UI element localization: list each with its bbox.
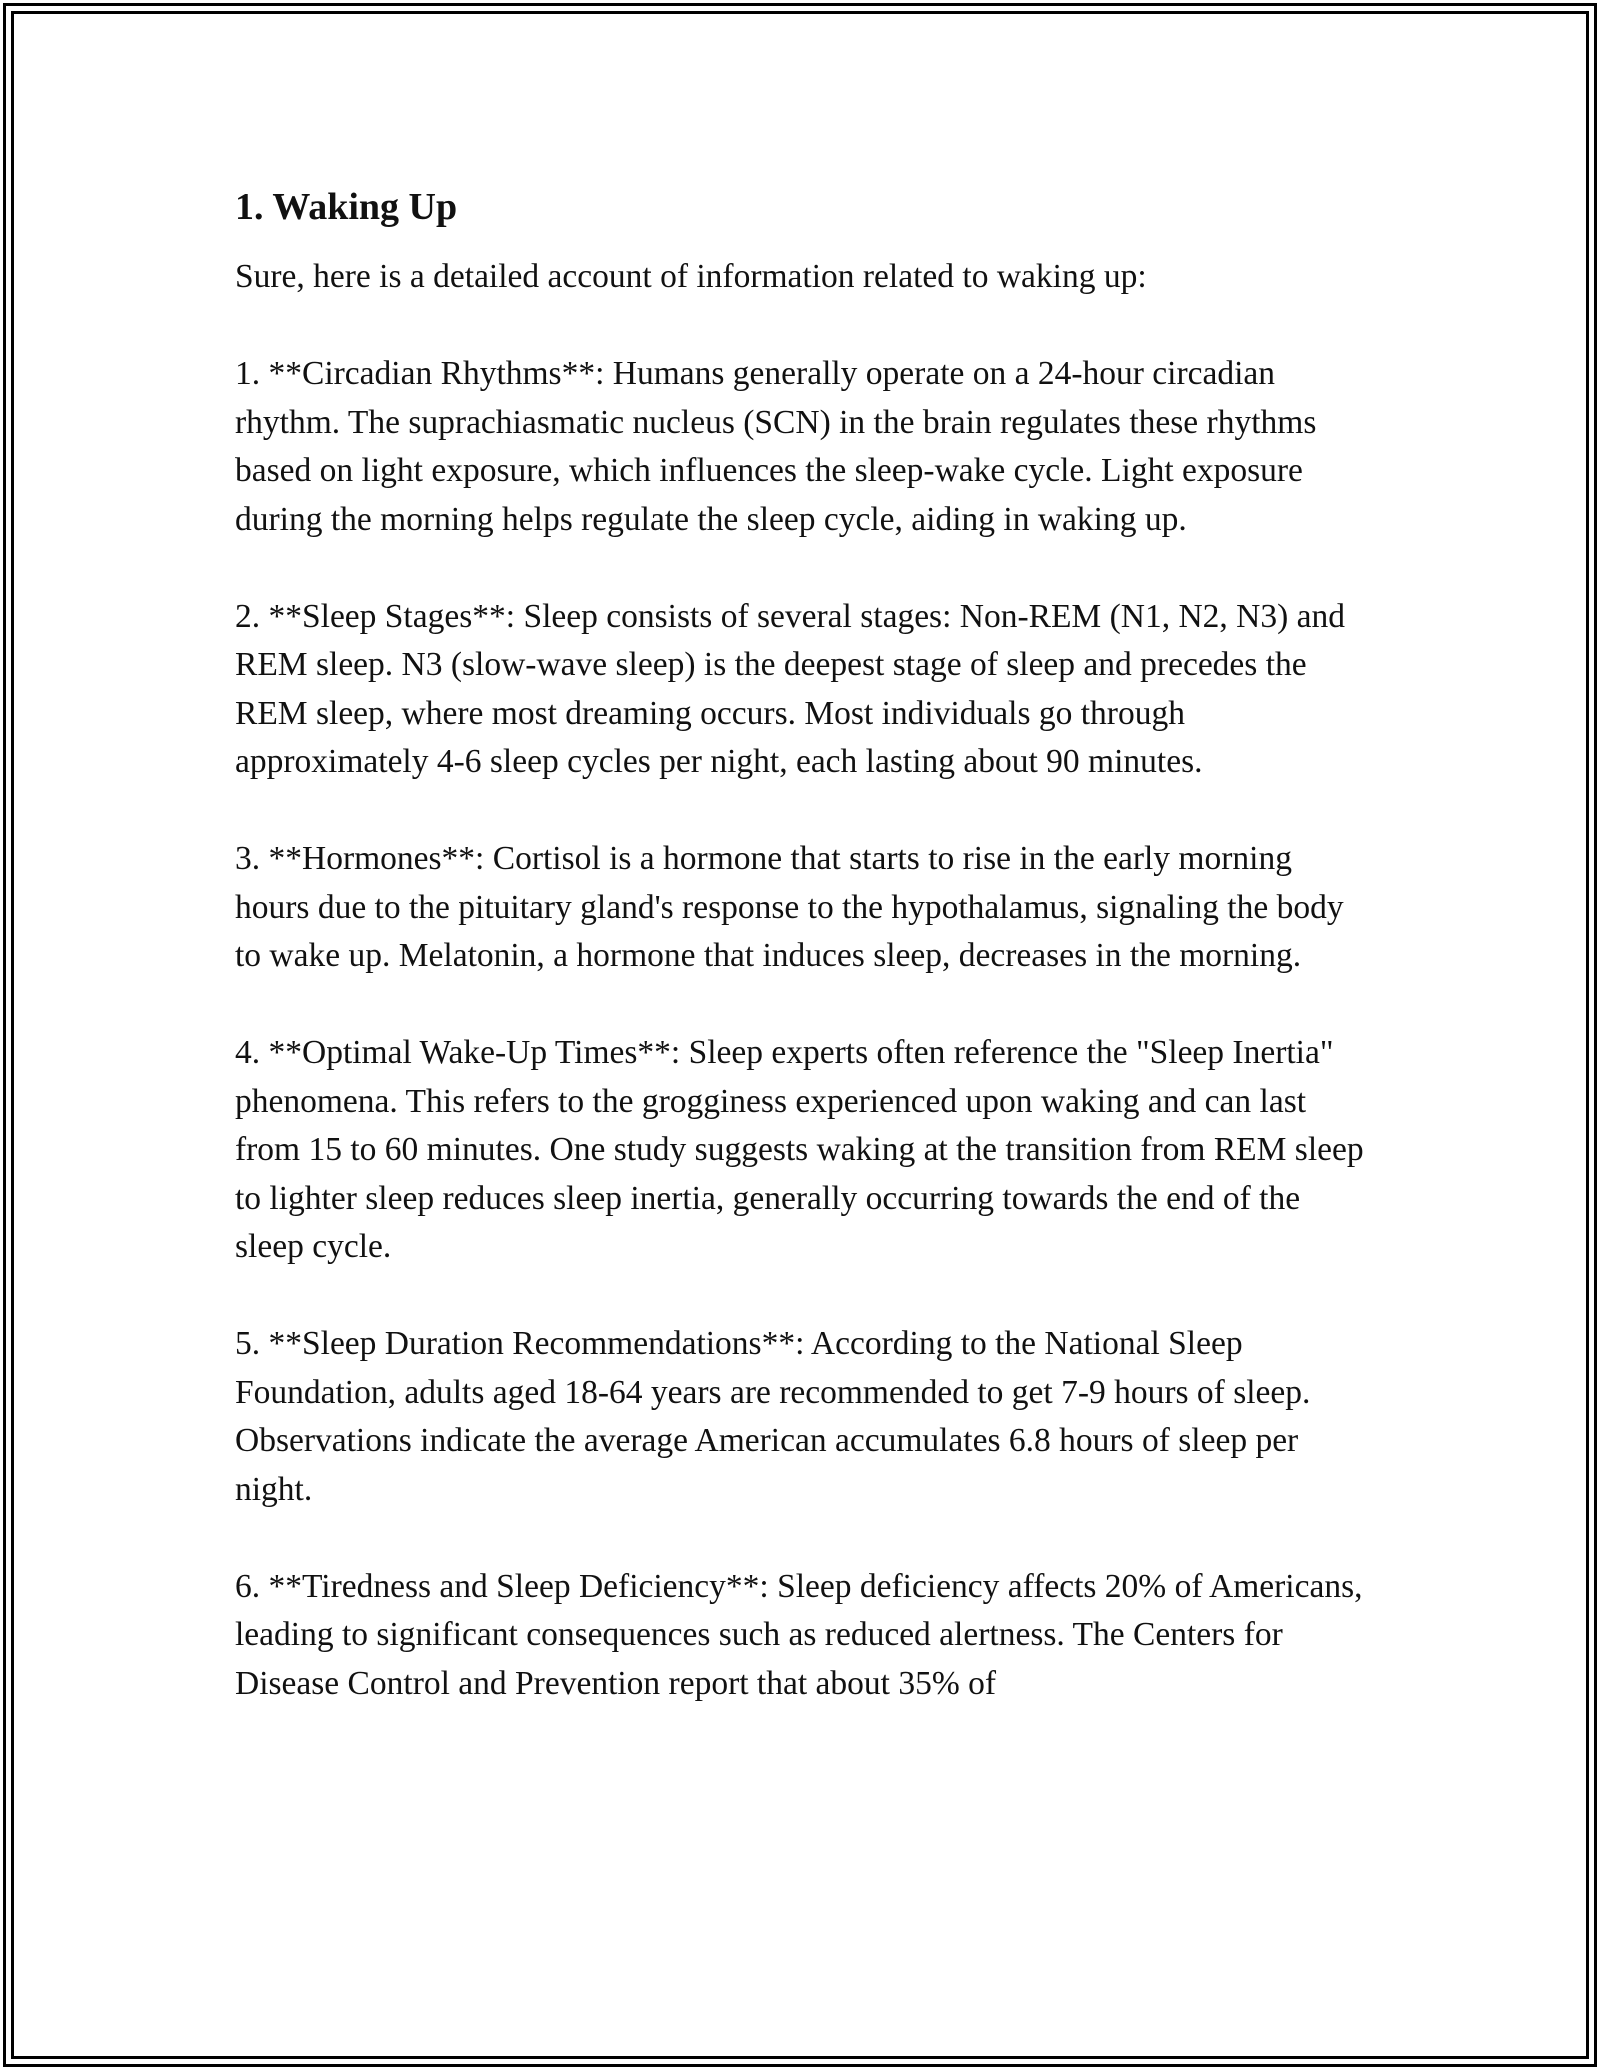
paragraph-hormones: 3. **Hormones**: Cortisol is a hormone that starts to rise in the early morning hours due to the pituitary gland's response to the hypothalamus, signaling the body to wake up. Melatonin, a hormone that induces sleep, decreases in the morning. xyxy=(235,840,1344,974)
paragraph-circadian-rhythms: 1. **Circadian Rhythms**: Humans generally operate on a 24-hour circadian rhythm. The suprachiasmatic nucleus (SCN) in the brain regulates these rhythms based on light exposure, which influences the sleep-wake cycle. Light exposure during the morning helps regulate the sleep cycle, aiding in waking up. xyxy=(235,355,1317,538)
section-heading: 1. Waking Up xyxy=(235,186,458,228)
paragraph-sleep-stages: 2. **Sleep Stages**: Sleep consists of several stages: Non-REM (N1, N2, N3) and REM sleep. N3 (slow-wave sleep) is the deepest stage of sleep and precedes the REM sleep, where most dreaming occurs. Most individuals go through approximately 4-6 sleep cycles per night, each lasting about 90 minutes. xyxy=(235,597,1345,780)
paragraph-tiredness-deficiency: 6. **Tiredness and Sleep Deficiency**: Sleep deficiency affects 20% of Americans, leading to significant consequences such as reduced alertness. The Centers for Disease Control and Prevention report that about 35% of xyxy=(235,1567,1363,1702)
paragraph-optimal-wake-up-times: 4. **Optimal Wake-Up Times**: Sleep experts often reference the "Sleep Inertia" phenomena. This refers to the grogginess experienced upon waking and can last from 15 to 60 minutes. One study suggests waking at the transition from REM sleep to lighter sleep reduces sleep inertia, generally occurring towards the end of the sleep cycle. xyxy=(235,1034,1364,1265)
document-body xyxy=(235,183,1365,1757)
paragraph-sleep-duration: 5. **Sleep Duration Recommendations**: According to the National Sleep Foundation, adults aged 18-64 years are recommended to get 7-9 hours of sleep. Observations indicate the average American accumulates 6.8 hours of sleep per night. xyxy=(235,1325,1311,1508)
intro-paragraph: Sure, here is a detailed account of information related to waking up: xyxy=(235,258,1147,295)
